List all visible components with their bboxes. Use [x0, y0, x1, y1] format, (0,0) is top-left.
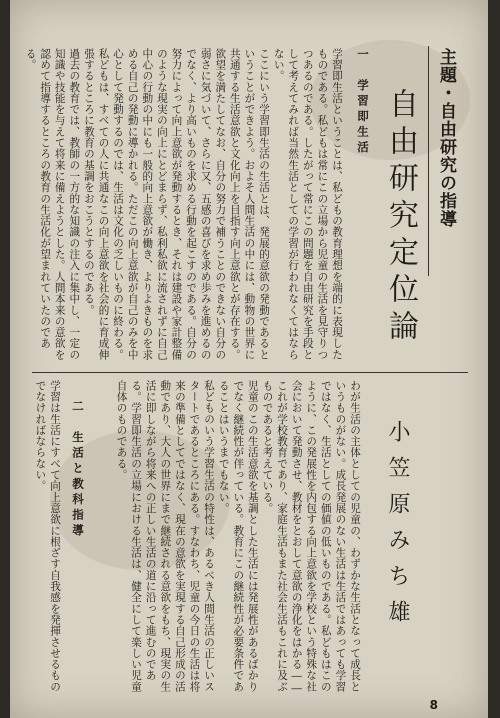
paragraph: 私どものいう学習生活の特性は、あるべき人間生活の正しいスタートであるところにある。すなわち、児童の今日の生活は将来の準備としてではなく、現在の意欲を実現する自己形成の活動であり、大人の世界にまで継続される意欲をもち、現実の生活に即しながら将来への正しい生活の道に沿って進むのである。学習即生活の立場における生活は、健全にして楽しい児童自体のものである。	[115, 380, 216, 693]
paragraph: 過去の教育では、教師の一方的な知識の注入に集中し、一定の知識や技能を与えて将来に備えようとした。人間本来の意欲を認めて指導するところの教育の生活化が望まれていたのである。	[24, 48, 81, 361]
paragraph: わが生活の主体としての児童の、わずかな生活となって成長というものがない。成長発展のない生活は生活ではあっても学習ではなく、生活としての価値の低いものである。私どもはこのように、この発展性を内包する向上意欲を学校という特殊な社会において発動させ、教材をとおして意欲の浄化をはかる――これが学校教育であり、家庭生活もまた社会生活もこれに及ぶものであると考えている。	[261, 380, 361, 695]
paragraph: 学習は生活にすべて向上意欲に根ざす自我感を発揮させるものでなければならない。	[34, 380, 61, 693]
paragraph: ここにいう学習即生活の生活とは、発展的意欲の発動であるということができよう。およそ人間生活の中には、動物の世界に共通する生活意欲と文化向上を目指す向上意欲とが存在する。欲望を満たしてなお、自分の努力で補うことのできない自分の弱さに気づいて、さらに又、五感の喜びを求め歩みを進めるのでなく、より高いものを求める行動を起こすのである。自分の努力によって向上意欲が発動するとき、それは建設や家計整備のような現実の向上にとどまらず、私利私欲に流されずに自己中心の行動の中にも一般的向上意欲が働き、よりよきものを求める自己の発動に導かれる。ただこの向上意欲が自己のみを中心として発動するのでは、生活は文化の乏しいものに終わる。私どもは、すべての人に共通なこの向上意欲を社会的に育成伸張するところに教育の基調をおこうとするのである。	[82, 48, 271, 361]
lower-text-block	[112, 380, 362, 698]
series-label-rule	[428, 46, 429, 276]
author-name: 小笠原みち雄	[385, 420, 410, 636]
series-label: 主題・自由研究の指導	[436, 48, 456, 228]
page-number: 8	[429, 698, 438, 712]
upper-text-block	[24, 48, 344, 366]
paragraph: 児童のこの生活意欲を基調とした生活には発展性があるばかりでなく継続性が伴っている。教育にこの継続性が必要条件であることはいうまでもない。	[217, 380, 259, 693]
section-heading: 二 生活と教科指導	[71, 400, 85, 540]
article-title: 自由研究定位論	[383, 88, 418, 347]
section-heading: 一 学習即生活	[356, 48, 370, 157]
paragraph: 学習即生活ということは、私どもの教育理想を端的に表現したものである。私どもは常にこの立場から児童の生活を見守りつつあるのである。したがって常にこの問題を自由研究を手段として考えてみれば当然生活としての学習が行われなくてはならない。	[272, 48, 343, 361]
magazine-page	[10, 0, 488, 718]
section-two-text	[34, 380, 62, 698]
column-divider	[32, 372, 468, 373]
